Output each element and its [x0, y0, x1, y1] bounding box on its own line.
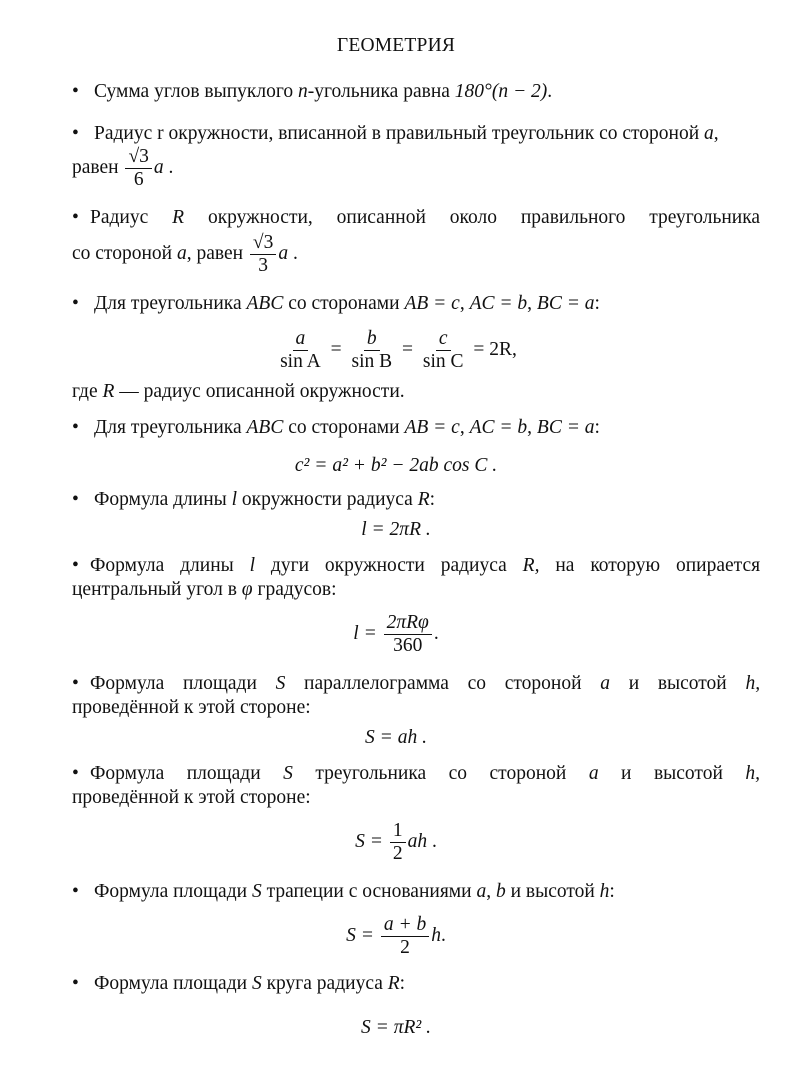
item-triangle-area: • Формула площади S треугольника со стороной a и высотой h, [72, 763, 760, 784]
fraction: $\frac{√3}{3}$ [250, 232, 276, 277]
item-inscribed-radius: • Радиус r окружности, вписанной в правильный треугольник со стороной a, [72, 123, 719, 144]
item-circle-area: • Формула площади S круга радиуса R: [72, 973, 406, 994]
item-arc-length-line2: центральный угол в φ градусов: [72, 579, 337, 600]
item-arc-length: • Формула длины l дуги окружности радиуса R, на которую опирается [72, 555, 761, 576]
formula-triangle-area: S = $\frac{1}{2}$ ah . [355, 820, 437, 864]
item-circumscribed-radius: • Радиус R окружности, описанной около правильного треугольника [72, 207, 761, 228]
formula-law-of-cosines: c² = a² + b² − 2ab cos C . [294, 455, 498, 476]
fraction: $\frac{√3}{6}$ [125, 146, 151, 191]
bullet: • [72, 81, 79, 102]
formula-trapezoid-area: S = $\frac{a + b}{2}$ h. [346, 914, 446, 958]
formula-arc-length: l = $\frac{\text{2πRφ}}{360}$ . [353, 612, 439, 656]
law-of-sines-note: где R — радиус описанной окружности. [72, 381, 405, 402]
item-circumference: • Формула длины l окружности радиуса R: [72, 489, 436, 510]
formula-circle-area: S = πR² . [361, 1017, 431, 1038]
item-inscribed-radius-formula: равен $\frac{√3}{6}$ a . [72, 146, 174, 190]
page-title: ГЕОМЕТРИЯ [336, 35, 456, 56]
item-parallelogram-area: • Формула площади S параллелограмма со стороной a и высотой h, [72, 673, 761, 694]
item-parallelogram-line2: проведённой к этой стороне: [72, 697, 311, 718]
formula-law-of-sines: $\frac{a}{\text{sin A}}$ = $\frac{b}{\text{sin B}}$ = $\frac{c}{\text{sin C}}$ = 2R, [280, 328, 517, 372]
item-circumscribed-radius-formula: со стороной a, равен $\frac{√3}{3}$ a . [72, 232, 298, 276]
formula-circumference: l = 2πR . [361, 519, 431, 540]
formula-parallelogram-area: S = ah . [365, 727, 427, 748]
item-triangle-line2: проведённой к этой стороне: [72, 787, 311, 808]
item-trapezoid-area: • Формула площади S трапеции с основаниями a, b и высотой h: [72, 881, 615, 902]
item-angle-sum: • Сумма углов выпуклого n-угольника равна 180°(n − 2). [72, 81, 553, 102]
item-law-of-sines: • Для треугольника ABC со сторонами AB = c, AC = b, BC = a: [72, 293, 600, 314]
item-law-of-cosines: • Для треугольника ABC со сторонами AB = c, AC = b, BC = a: [72, 417, 600, 438]
